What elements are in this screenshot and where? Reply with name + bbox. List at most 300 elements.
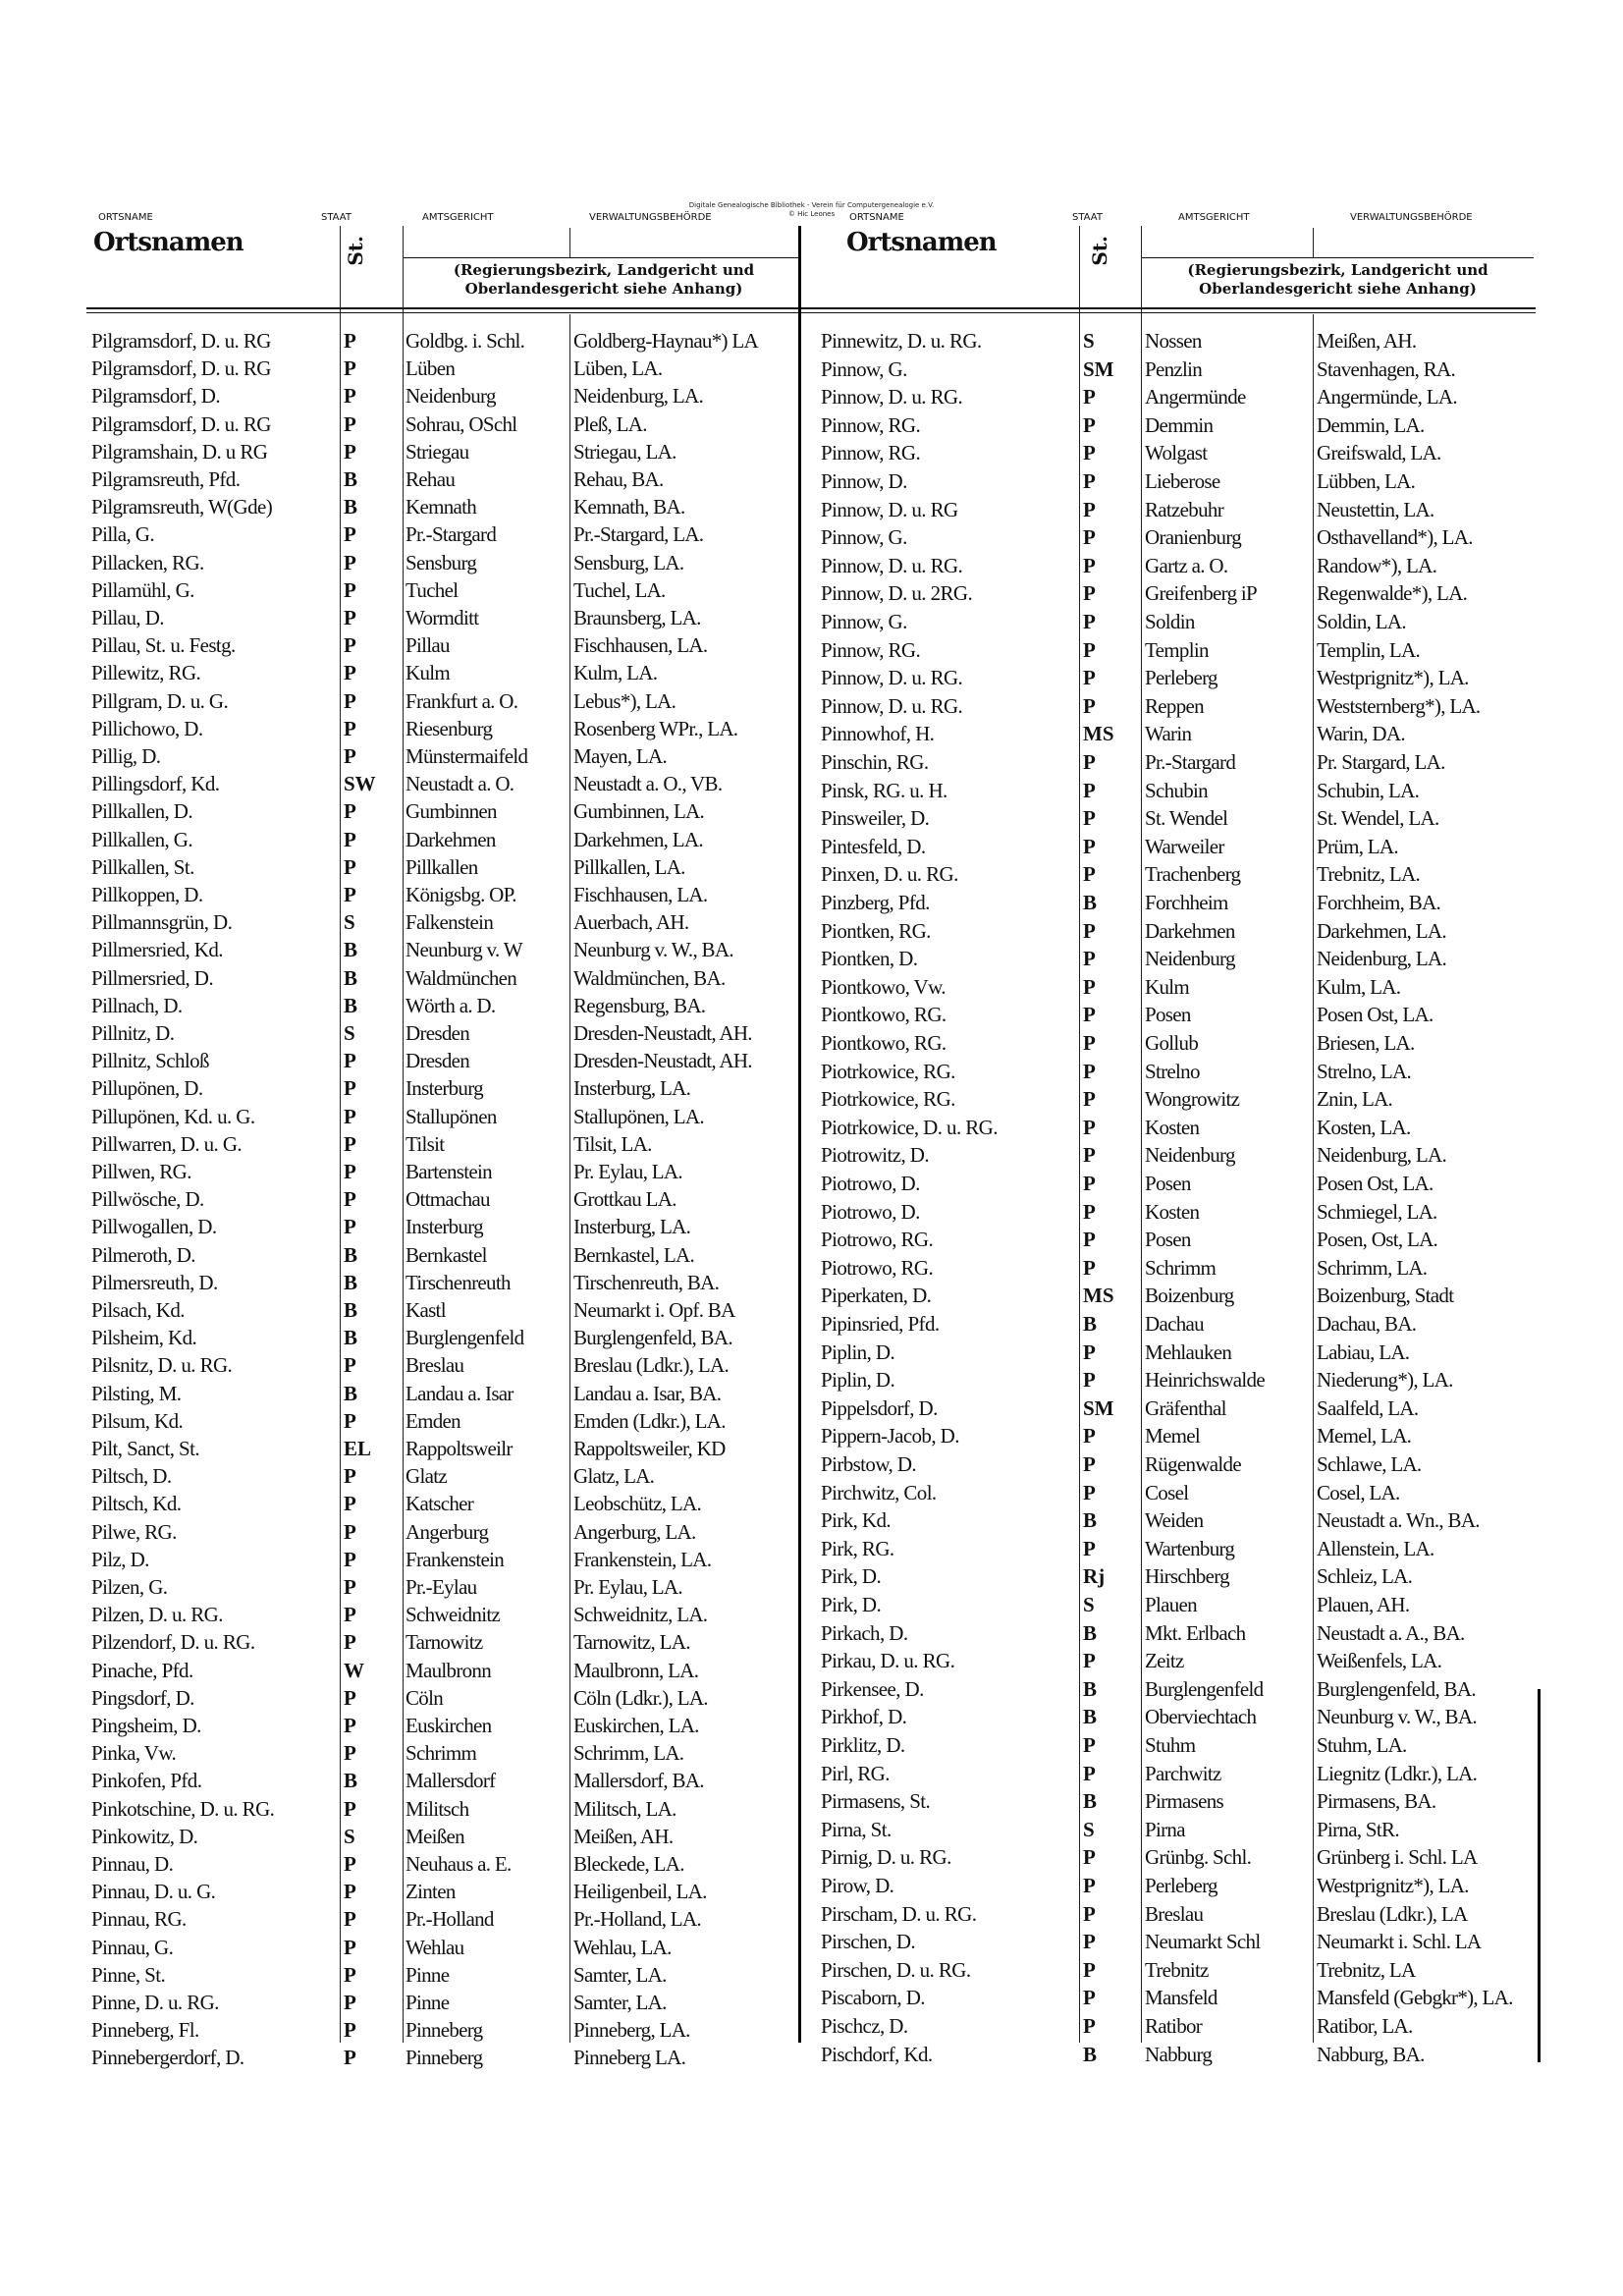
district-court: Pr.-Stargard (1145, 750, 1236, 774)
district-court: Burglengenfeld (1145, 1676, 1264, 1701)
old-header-note-right: (Regierungsbezirk, Landgericht und Oberlandesgericht siehe Anhang) (1187, 261, 1488, 298)
administrative-authority: Neunburg v. W., BA. (1317, 1705, 1477, 1729)
header-bottom-rule (86, 307, 1536, 309)
place-name: Pirbstow, D. (821, 1452, 917, 1476)
place-name: Pirkau, D. u. RG. (821, 1649, 955, 1673)
administrative-authority: Osthavelland*), LA. (1317, 525, 1473, 550)
place-name: Pillwogallen, D. (91, 1215, 217, 1239)
district-court: Pr.-Stargard (406, 522, 497, 547)
district-court: Sensburg (406, 550, 477, 574)
old-header-ortsnamen-left: Ortsnamen (93, 228, 243, 257)
state-code: P (344, 716, 356, 740)
place-name: Pirna, St. (821, 1817, 892, 1841)
administrative-authority: Kemnath, BA. (573, 495, 685, 519)
district-court: Mansfeld (1145, 1986, 1217, 2010)
district-court: Frankfurt a. O. (406, 688, 518, 713)
state-code: P (344, 1076, 356, 1101)
place-name: Pillichowo, D. (91, 716, 203, 740)
place-name: Pillkoppen, D. (91, 883, 203, 906)
state-code: B (1083, 891, 1098, 914)
place-name: Pinnau, D. u. G. (91, 1880, 216, 1904)
administrative-authority: Kulm, LA. (1317, 974, 1401, 999)
state-code: P (344, 688, 356, 713)
state-code: P (344, 2018, 356, 2043)
header-verwaltung-right: VERWALTUNGSBEHÖRDE (1350, 212, 1473, 223)
place-name: Pinxen, D. u. RG. (821, 862, 958, 887)
header-amtsgericht-left: AMTSGERICHT (422, 212, 494, 223)
district-court: Insterburg (406, 1076, 483, 1101)
state-code: P (344, 1714, 356, 1737)
state-code: P (344, 854, 356, 879)
state-code: B (344, 965, 358, 990)
administrative-authority: Mayen, LA. (573, 744, 668, 768)
header-ortsname-right: ORTSNAME (849, 212, 904, 223)
divider-staat-left (340, 226, 341, 2043)
district-court: Zeitz (1145, 1649, 1184, 1673)
place-name: Pinnow, D. u. RG (821, 497, 958, 521)
place-name: Piplin, D. (821, 1368, 895, 1393)
administrative-authority: Pillkallen, LA. (573, 854, 685, 879)
place-name: Pilgramsdorf, D. u. RG (91, 329, 271, 353)
place-name: Pischcz, D. (821, 2014, 908, 2038)
divider-amts-right (1141, 226, 1142, 2043)
place-name: Pilsting, M. (91, 1381, 182, 1405)
right-edge-bar (1538, 1689, 1541, 2062)
state-code: B (1083, 1508, 1098, 1533)
administrative-authority: Pr. Stargard, LA. (1317, 750, 1445, 774)
state-code: P (1083, 666, 1096, 690)
state-code: S (344, 910, 355, 935)
state-code: P (1083, 778, 1096, 802)
administrative-authority: Forchheim, BA. (1317, 891, 1441, 914)
state-code: B (1083, 1620, 1098, 1645)
administrative-authority: Waldmünchen, BA. (573, 965, 726, 990)
district-court: Katscher (406, 1492, 474, 1516)
administrative-authority: Kosten, LA. (1317, 1115, 1411, 1139)
administrative-authority: Striegau, LA. (573, 439, 676, 464)
administrative-authority: Pr. Eylau, LA. (573, 1160, 682, 1183)
administrative-authority: Maulbronn, LA. (573, 1658, 699, 1682)
place-name: Pinnau, D. (91, 1852, 174, 1876)
district-court: Neunburg v. W (406, 938, 522, 962)
administrative-authority: Regensburg, BA. (573, 993, 706, 1017)
place-name: Pintesfeld, D. (821, 834, 926, 858)
administrative-authority: Braunsberg, LA. (573, 606, 701, 629)
state-code: B (1083, 1789, 1098, 1814)
district-court: Landau a. Isar (406, 1381, 514, 1405)
district-court: Grünbg. Schl. (1145, 1845, 1252, 1870)
district-court: Posen (1145, 1172, 1191, 1195)
administrative-authority: Westprignitz*), LA. (1317, 1874, 1469, 1897)
state-code: P (344, 1160, 356, 1183)
place-name: Pilt, Sanct, St. (91, 1437, 200, 1460)
state-code: P (1083, 1031, 1096, 1055)
district-court: Stuhm (1145, 1733, 1196, 1757)
state-code: P (1083, 693, 1096, 718)
district-court: Oranienburg (1145, 525, 1242, 550)
administrative-authority: Warin, DA. (1317, 722, 1405, 746)
administrative-authority: Stuhm, LA. (1317, 1733, 1407, 1757)
district-court: Schrimm (406, 1741, 477, 1766)
administrative-authority: Rosenberg WPr., LA. (573, 716, 738, 740)
district-court: Plauen (1145, 1593, 1197, 1616)
administrative-authority: Darkehmen, LA. (573, 827, 703, 851)
administrative-authority: Liegnitz (Ldkr.), LA. (1317, 1761, 1478, 1785)
administrative-authority: Pirna, StR. (1317, 1817, 1399, 1841)
administrative-authority: Greifswald, LA. (1317, 441, 1441, 465)
administrative-authority: Posen Ost, LA. (1317, 1172, 1434, 1195)
state-code: P (1083, 834, 1096, 858)
district-court: Reppen (1145, 693, 1204, 718)
state-code: P (344, 1519, 356, 1544)
administrative-authority: Meißen, AH. (573, 1824, 674, 1848)
administrative-authority: Burglengenfeld, BA. (1317, 1676, 1476, 1701)
place-name: Pinnewitz, D. u. RG. (821, 329, 982, 353)
district-court: Waldmünchen (406, 965, 517, 990)
place-name: Pirk, Kd. (821, 1508, 892, 1533)
administrative-authority: Rappoltsweiler, KD (573, 1437, 726, 1460)
district-court: Kosten (1145, 1199, 1200, 1224)
place-name: Piontkowo, Vw. (821, 974, 946, 999)
state-code: P (1083, 1480, 1096, 1504)
administrative-authority: Pr.-Holland, LA. (573, 1907, 701, 1932)
place-name: Pillingsdorf, Kd. (91, 772, 220, 796)
district-court: Darkehmen (406, 827, 496, 851)
place-name: Pillmersried, D. (91, 965, 213, 990)
administrative-authority: Kulm, LA. (573, 661, 658, 685)
place-name: Pilmersreuth, D. (91, 1270, 218, 1294)
place-name: Pilgramsreuth, Pfd. (91, 467, 241, 491)
place-name: Piotrkowice, RG. (821, 1059, 955, 1083)
place-name: Pirmasens, St. (821, 1789, 931, 1814)
district-court: Goldbg. i. Schl. (406, 329, 525, 353)
state-code: P (344, 1962, 356, 1987)
place-name: Piotrkowice, RG. (821, 1087, 955, 1112)
district-court: Wehlau (406, 1935, 464, 1959)
district-court: Weiden (1145, 1508, 1204, 1533)
state-code: P (1083, 1845, 1096, 1870)
administrative-authority: Demmin, LA. (1317, 412, 1425, 437)
place-name: Pillnitz, D. (91, 1021, 175, 1045)
place-name: Piontken, RG. (821, 918, 931, 943)
place-name: Pippelsdorf, D. (821, 1395, 938, 1420)
district-court: Bernkastel (406, 1242, 487, 1267)
state-code: SM (1083, 1395, 1114, 1420)
district-court: Falkenstein (406, 910, 494, 935)
district-court: Wörth a. D. (406, 993, 496, 1017)
state-code: P (1083, 497, 1096, 521)
administrative-authority: Prüm, LA. (1317, 834, 1398, 858)
state-code: MS (1083, 722, 1114, 746)
state-code: SM (1083, 356, 1114, 381)
administrative-authority: Leobschütz, LA. (573, 1492, 702, 1516)
district-court: Mallersdorf (406, 1769, 496, 1793)
state-code: P (344, 1492, 356, 1516)
state-code: P (344, 329, 356, 353)
state-code: P (1083, 1172, 1096, 1195)
place-name: Pirkensee, D. (821, 1676, 924, 1701)
place-name: Pinnow, D. (821, 469, 907, 493)
district-court: Strelno (1145, 1059, 1200, 1083)
place-name: Pinka, Vw. (91, 1741, 177, 1766)
place-name: Pilmeroth, D. (91, 1242, 195, 1267)
district-court: Nabburg (1145, 2042, 1213, 2066)
administrative-authority: Trebnitz, LA. (1317, 862, 1421, 887)
district-court: Oberviechtach (1145, 1705, 1257, 1729)
state-code: P (344, 439, 356, 464)
place-name: Piperkaten, D. (821, 1284, 932, 1308)
district-court: Kemnath (406, 495, 477, 519)
place-name: Pinne, D. u. RG. (91, 1991, 219, 2014)
administrative-authority: Boizenburg, Stadt (1317, 1284, 1454, 1308)
place-name: Piotrowo, D. (821, 1172, 920, 1195)
district-court: Neidenburg (1145, 947, 1235, 971)
place-name: Pinsk, RG. u. H. (821, 778, 947, 802)
place-name: Pillgram, D. u. G. (91, 688, 229, 713)
district-court: Gumbinnen (406, 799, 497, 824)
district-court: Neidenburg (406, 384, 496, 409)
administrative-authority: Grottkau LA. (573, 1187, 676, 1212)
administrative-authority: Schlawe, LA. (1317, 1452, 1422, 1476)
state-code: P (1083, 947, 1096, 971)
credit-line-2: © Hic Leones (787, 210, 836, 218)
administrative-authority: Briesen, LA. (1317, 1031, 1415, 1055)
administrative-authority: Trebnitz, LA (1317, 1957, 1416, 1982)
district-court: Wartenburg (1145, 1536, 1235, 1560)
state-code: P (1083, 610, 1096, 633)
place-name: Pinnow, G. (821, 356, 907, 381)
administrative-authority: Landau a. Isar, BA. (573, 1381, 722, 1405)
state-code: P (344, 799, 356, 824)
state-code: B (344, 1769, 358, 1793)
divider-verw-head-right (1313, 228, 1314, 257)
divider-verw-right (1313, 314, 1314, 2043)
state-code: P (1083, 1199, 1096, 1224)
place-name: Pillau, D. (91, 606, 164, 629)
state-code: P (1083, 750, 1096, 774)
district-court: Angermünde (1145, 385, 1246, 410)
state-code: P (344, 1215, 356, 1239)
place-name: Pirow, D. (821, 1874, 894, 1897)
place-name: Piltsch, Kd. (91, 1492, 182, 1516)
state-code: P (1083, 1143, 1096, 1168)
administrative-authority: Schrimm, LA. (1317, 1255, 1428, 1280)
state-code: P (1083, 469, 1096, 493)
state-code: P (1083, 1536, 1096, 1560)
administrative-authority: Insterburg, LA. (573, 1076, 691, 1101)
credit-line-1: Digitale Genealogische Bibliothek - Verein für Computergenealogie e.V. (688, 201, 935, 209)
state-code: B (1083, 1312, 1098, 1336)
header-amtsgericht-right: AMTSGERICHT (1178, 212, 1250, 223)
administrative-authority: Frankenstein, LA. (573, 1547, 712, 1571)
district-court: Euskirchen (406, 1714, 492, 1737)
administrative-authority: Militsch, LA. (573, 1796, 676, 1821)
district-court: Lieberose (1145, 469, 1220, 493)
place-name: Pirklitz, D. (821, 1733, 905, 1757)
district-court: Parchwitz (1145, 1761, 1221, 1785)
district-court: Pr.-Holland (406, 1907, 494, 1932)
district-court: Soldin (1145, 610, 1195, 633)
place-name: Pippern-Jacob, D. (821, 1424, 959, 1449)
state-code: P (1083, 412, 1096, 437)
administrative-authority: Znin, LA. (1317, 1087, 1393, 1112)
place-name: Pinnow, D. u. 2RG. (821, 581, 973, 606)
administrative-authority: St. Wendel, LA. (1317, 806, 1439, 831)
place-name: Pinschin, RG. (821, 750, 929, 774)
state-code: P (344, 356, 356, 381)
place-name: Pinkowitz, D. (91, 1824, 198, 1848)
place-name: Pilgramsdorf, D. u. RG (91, 411, 271, 436)
state-code: B (344, 1270, 358, 1294)
administrative-authority: Weststernberg*), LA. (1317, 693, 1481, 718)
place-name: Pinnebergerdorf, D. (91, 2046, 244, 2070)
state-code: P (344, 1630, 356, 1655)
district-court: Tuchel (406, 577, 459, 602)
district-court: Insterburg (406, 1215, 483, 1239)
place-name: Pipinsried, Pfd. (821, 1312, 940, 1336)
district-court: Pinneberg (406, 2018, 483, 2043)
state-code: P (344, 384, 356, 409)
district-court: Wolgast (1145, 441, 1208, 465)
administrative-authority: Auerbach, AH. (573, 910, 689, 935)
state-code: B (344, 993, 358, 1017)
district-court: Kulm (406, 661, 451, 685)
administrative-authority: Stavenhagen, RA. (1317, 356, 1456, 381)
district-court: Schrimm (1145, 1255, 1217, 1280)
administrative-authority: Angermünde, LA. (1317, 385, 1457, 410)
district-court: Dachau (1145, 1312, 1204, 1336)
district-court: Posen (1145, 1003, 1191, 1027)
place-name: Pilgramsdorf, D. u. RG (91, 356, 271, 381)
administrative-authority: Breslau (Ldkr.), LA (1317, 1901, 1468, 1926)
place-name: Pillewitz, RG. (91, 661, 201, 685)
administrative-authority: Schleiz, LA. (1317, 1564, 1413, 1589)
place-name: Piplin, D. (821, 1339, 895, 1364)
place-name: Pillamühl, G. (91, 577, 194, 602)
administrative-authority: Posen Ost, LA. (1317, 1003, 1434, 1027)
state-code: P (1083, 1874, 1096, 1897)
administrative-authority: Tirschenreuth, BA. (573, 1270, 720, 1294)
place-name: Pillacken, RG. (91, 550, 204, 574)
administrative-authority: Angerburg, LA. (573, 1519, 696, 1544)
district-court: Sohrau, OSchl (406, 411, 517, 436)
administrative-authority: Lüben, LA. (573, 356, 663, 381)
place-name: Pilsum, Kd. (91, 1408, 184, 1433)
administrative-authority: Dresden-Neustadt, AH. (573, 1021, 752, 1045)
district-court: Maulbronn (406, 1658, 492, 1682)
header-ortsname-left: ORTSNAME (98, 212, 153, 223)
administrative-authority: Emden (Ldkr.), LA. (573, 1408, 726, 1433)
administrative-authority: Neustadt a. Wn., BA. (1317, 1508, 1480, 1533)
place-name: Pirk, D. (821, 1564, 882, 1589)
divider-amts-left (403, 226, 404, 2043)
state-code: P (1083, 1424, 1096, 1449)
district-court: Schweidnitz (406, 1603, 501, 1627)
district-court: Demmin (1145, 412, 1214, 437)
state-code: P (344, 1131, 356, 1156)
administrative-authority: Fischhausen, LA. (573, 633, 708, 658)
administrative-authority: Heiligenbeil, LA. (573, 1880, 707, 1904)
district-court: Kastl (406, 1298, 446, 1322)
district-court: Riesenburg (406, 716, 493, 740)
district-court: Burglengenfeld (406, 1326, 524, 1350)
header-bottom-rule-2 (86, 312, 1536, 313)
place-name: Pilsnitz, D. u. RG. (91, 1353, 233, 1378)
place-name: Pilgramsdorf, D. (91, 384, 220, 409)
administrative-authority: Grünberg i. Schl. LA (1317, 1845, 1478, 1870)
place-name: Pillmersried, Kd. (91, 938, 223, 962)
district-court: Forchheim (1145, 891, 1228, 914)
state-code: S (1083, 329, 1095, 353)
state-code: P (344, 883, 356, 906)
state-code: P (1083, 1761, 1096, 1785)
place-name: Piotrowo, RG. (821, 1228, 934, 1252)
district-court: Gartz a. O. (1145, 553, 1228, 577)
district-court: Pinne (406, 1962, 450, 1987)
place-name: Pinnow, RG. (821, 441, 921, 465)
header-verwaltung-left: VERWALTUNGSBEHÖRDE (589, 212, 712, 223)
administrative-authority: Glatz, LA. (573, 1464, 655, 1489)
place-name: Pingsdorf, D. (91, 1685, 194, 1710)
administrative-authority: Tuchel, LA. (573, 577, 666, 602)
place-name: Piontken, D. (821, 947, 918, 971)
state-code: B (344, 495, 358, 519)
district-court: Mkt. Erlbach (1145, 1620, 1246, 1645)
district-court: Perleberg (1145, 666, 1217, 690)
state-code: P (1083, 918, 1096, 943)
place-name: Pinsweiler, D. (821, 806, 930, 831)
place-name: Pilsach, Kd. (91, 1298, 185, 1322)
state-code: P (1083, 441, 1096, 465)
place-name: Pillkallen, D. (91, 799, 193, 824)
state-code: P (1083, 1901, 1096, 1926)
administrative-authority: Mallersdorf, BA. (573, 1769, 704, 1793)
place-name: Pillmannsgrün, D. (91, 910, 233, 935)
place-name: Pischdorf, Kd. (821, 2042, 933, 2066)
administrative-authority: Lübben, LA. (1317, 469, 1416, 493)
divider-staat-right (1079, 226, 1080, 2043)
place-name: Pilsheim, Kd. (91, 1326, 197, 1350)
administrative-authority: Lebus*), LA. (573, 688, 676, 713)
district-court: Trebnitz (1145, 1957, 1209, 1982)
state-code: EL (344, 1437, 372, 1460)
administrative-authority: Pleß, LA. (573, 411, 647, 436)
administrative-authority: Rehau, BA. (573, 467, 664, 491)
state-code: P (344, 633, 356, 658)
place-name: Pilwe, RG. (91, 1519, 177, 1544)
state-code: P (344, 1796, 356, 1821)
district-court: Neidenburg (1145, 1143, 1235, 1168)
district-court: Neustadt a. O. (406, 772, 514, 796)
state-code: S (1083, 1593, 1095, 1616)
district-court: Lüben (406, 356, 456, 381)
district-court: Memel (1145, 1424, 1200, 1449)
state-code: P (1083, 1003, 1096, 1027)
administrative-authority: Plauen, AH. (1317, 1593, 1410, 1616)
district-court: Cosel (1145, 1480, 1189, 1504)
state-code: P (1083, 1059, 1096, 1083)
state-code: P (1083, 974, 1096, 999)
place-name: Pinneberg, Fl. (91, 2018, 199, 2043)
district-court: Wormditt (406, 606, 479, 629)
district-court: Tarnowitz (406, 1630, 483, 1655)
state-code: P (1083, 553, 1096, 577)
administrative-authority: Westprignitz*), LA. (1317, 666, 1469, 690)
state-code: P (1083, 1986, 1096, 2010)
administrative-authority: Schrimm, LA. (573, 1741, 684, 1766)
district-court: Ottmachau (406, 1187, 490, 1212)
district-court: Boizenburg (1145, 1284, 1234, 1308)
